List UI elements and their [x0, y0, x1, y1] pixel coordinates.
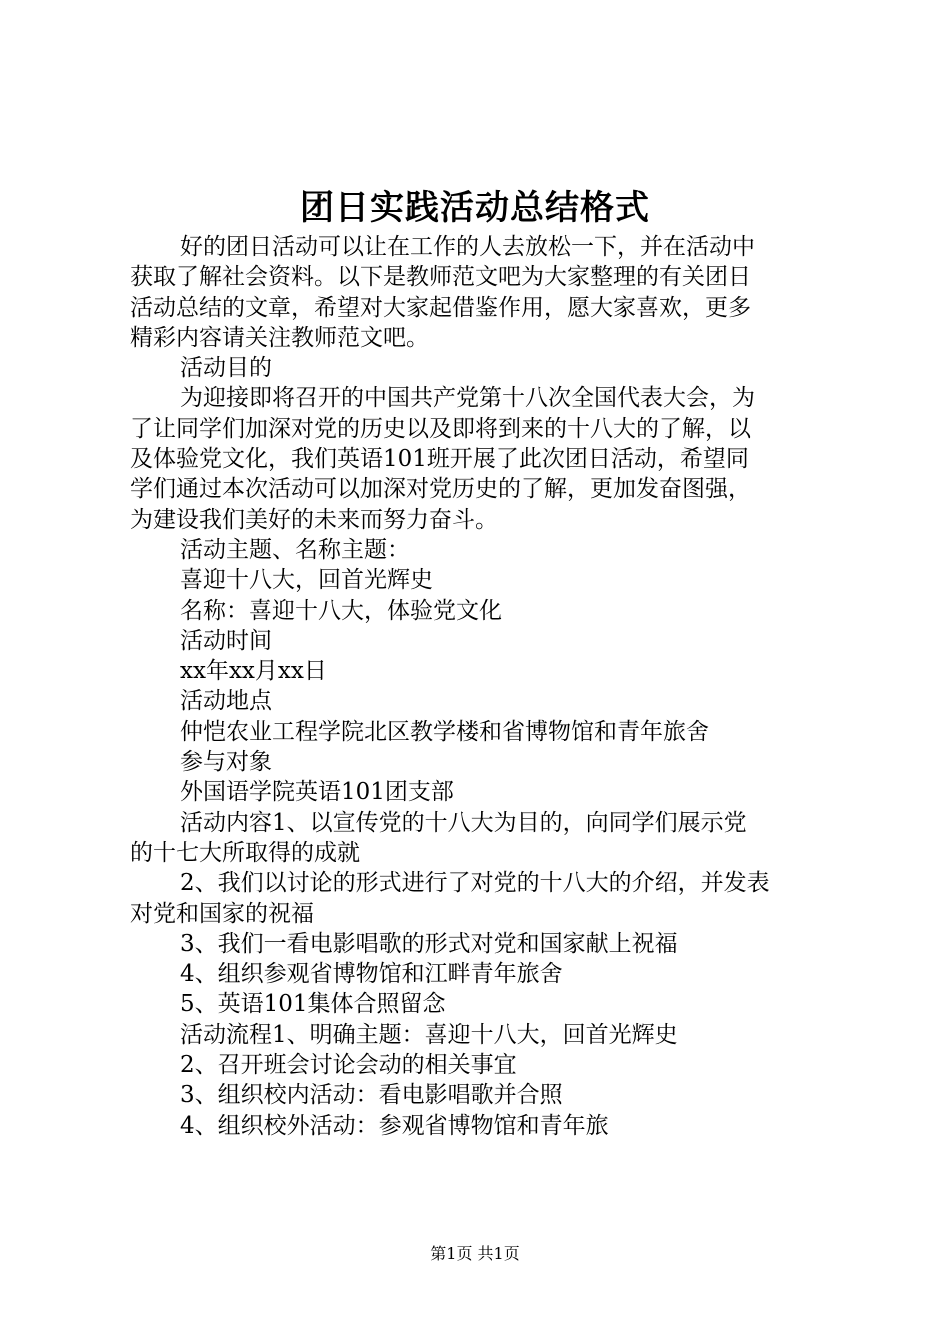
section-heading-location: 活动地点	[180, 688, 272, 715]
body-line: 为建设我们美好的未来而努力奋斗。	[130, 506, 498, 533]
body-line: 活动流程1、明确主题：喜迎十八大，回首光辉史	[180, 1021, 678, 1048]
body-line: 仲恺农业工程学院北区教学楼和省博物馆和青年旅舍	[180, 718, 709, 745]
body-line: 精彩内容请关注教师范文吧。	[130, 324, 429, 351]
body-line: 3、我们一看电影唱歌的形式对党和国家献上祝福	[180, 930, 678, 957]
body-line: 为迎接即将召开的中国共产党第十八次全国代表大会，为	[180, 385, 755, 412]
body-line: 4、组织校外活动：参观省博物馆和青年旅	[180, 1112, 609, 1139]
body-line: 名称：喜迎十八大，体验党文化	[180, 597, 502, 624]
body-line: xx年xx月xx日	[180, 658, 327, 685]
body-line: 及体验党文化，我们英语101班开展了此次团日活动，希望同	[130, 446, 749, 473]
body-line: 学们通过本次活动可以加深对党历史的了解，更加发奋图强，	[130, 476, 751, 503]
body-line: 喜迎十八大，回首光辉史	[180, 567, 433, 594]
body-line: 活动总结的文章，希望对大家起借鉴作用，愿大家喜欢，更多	[130, 294, 751, 321]
body-line: 好的团日活动可以让在工作的人去放松一下，并在活动中	[180, 234, 755, 260]
body-line: 了让同学们加深对党的历史以及即将到来的十八大的了解，以	[130, 415, 751, 442]
body-line: 3、组织校内活动：看电影唱歌并合照	[180, 1082, 563, 1109]
body-line: 外国语学院英语101团支部	[180, 779, 454, 806]
section-heading-theme: 活动主题、名称主题：	[180, 536, 410, 563]
body-line: 4、组织参观省博物馆和江畔青年旅舍	[180, 961, 563, 988]
document-body	[130, 232, 830, 1141]
section-heading-time: 活动时间	[180, 627, 272, 654]
body-line: 活动内容1、以宣传党的十八大为目的，向同学们展示党	[180, 809, 747, 836]
body-line: 获取了解社会资料。以下是教师范文吧为大家整理的有关团日	[130, 264, 751, 291]
body-line: 2、我们以讨论的形式进行了对党的十八大的介绍，并发表	[180, 870, 770, 897]
section-heading-participants: 参与对象	[180, 749, 272, 776]
body-line: 对党和国家的祝福	[130, 900, 314, 927]
body-line: 5、英语101集体合照留念	[180, 991, 446, 1018]
body-line: 2、召开班会讨论会动的相关事宜	[180, 1052, 517, 1079]
section-heading-purpose: 活动目的	[180, 355, 272, 382]
document-title: 团日实践活动总结格式	[300, 188, 650, 228]
body-line: 的十七大所取得的成就	[130, 839, 360, 866]
page-footer: 第1页 共1页	[430, 1244, 520, 1263]
